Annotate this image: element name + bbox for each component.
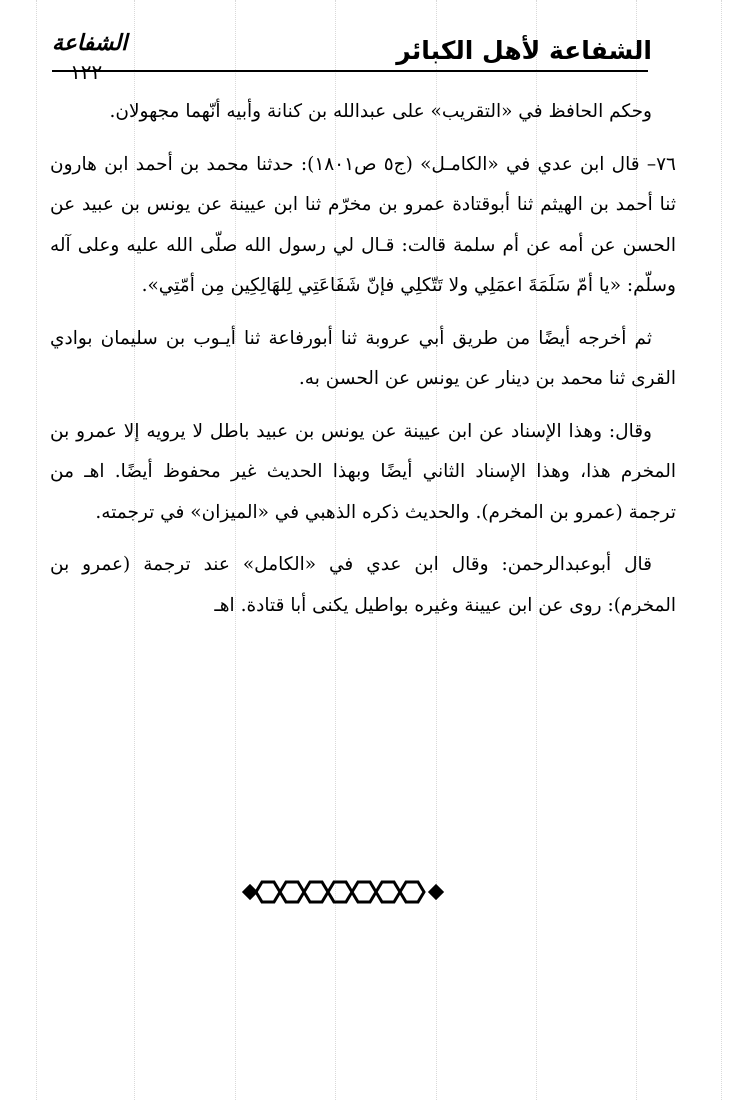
paragraph-text: وحكم الحافظ في «التقريب» على عبدالله بن كنانة وأبيه أنّهما مجهولان. (109, 101, 652, 122)
hadith-paragraph (50, 145, 676, 307)
scan-artifact (721, 0, 722, 1100)
paragraph-text: قال أبوعبدالرحمن: وقال ابن عدي في «الكامل» عند ترجمة (عمرو بن المخرم): روى عن ابن عيينة وغيره بواطيل يكنى أبا قتادة. اهـ (50, 554, 676, 616)
paragraph-text: وقال: وهذا الإسناد عن ابن عيينة عن يونس بن عبيد باطل لا يرويه إلا عمرو بن المخرم هذا، وهذا الإسناد الثاني أيضًا وبهذا الحديث غير محفوظ أيضًا. اهـ من ترجمة (عمرو بن المخرم). والحديث ذكره الذهبي في «الميزان» في ترجمته. (50, 420, 676, 523)
scan-artifact (36, 0, 37, 1100)
header-logo: الشفاعة (52, 30, 128, 56)
paragraph (50, 319, 676, 400)
page-number: ١٢٢ (70, 60, 103, 84)
section-end-ornament (240, 874, 452, 910)
paragraph (50, 92, 676, 133)
header-rule (52, 70, 648, 72)
hadith-number: ٧٦– (646, 153, 676, 175)
header-title: الشفاعة لأهل الكبائر (396, 36, 652, 65)
paragraph (50, 412, 676, 534)
paragraph-text: ثم أخرجه أيضًا من طريق أبي عروبة ثنا أبورفاعة ثنا أيـوب بن سليمان بوادي القرى ثنا محمد بن دينار عن يونس عن الحسن به. (50, 327, 676, 389)
page-body (50, 92, 676, 638)
paragraph-text: قال ابن عدي في «الكامـل» (ج٥ ص١٨٠١): حدثنا محمد بن أحمد ابن هارون ثنا أحمد بن الهيثم ثنا أبوقتادة عمرو بن مخرّم ثنا ابن عيينة عن يونس بن عبيد عن الحسن عن أمه عن أم سلمة قالت: قـال لي رسول الله صلّى الله عليه وعلى آله وسلّم: «يا أمّ سَلَمَةَ اعمَلِي ولا تَتّكلِي فإنّ شَفَاعَتِي لِلهَالِكِين مِن أمّتِي». (50, 153, 676, 296)
running-header (52, 30, 652, 90)
paragraph (50, 545, 676, 626)
